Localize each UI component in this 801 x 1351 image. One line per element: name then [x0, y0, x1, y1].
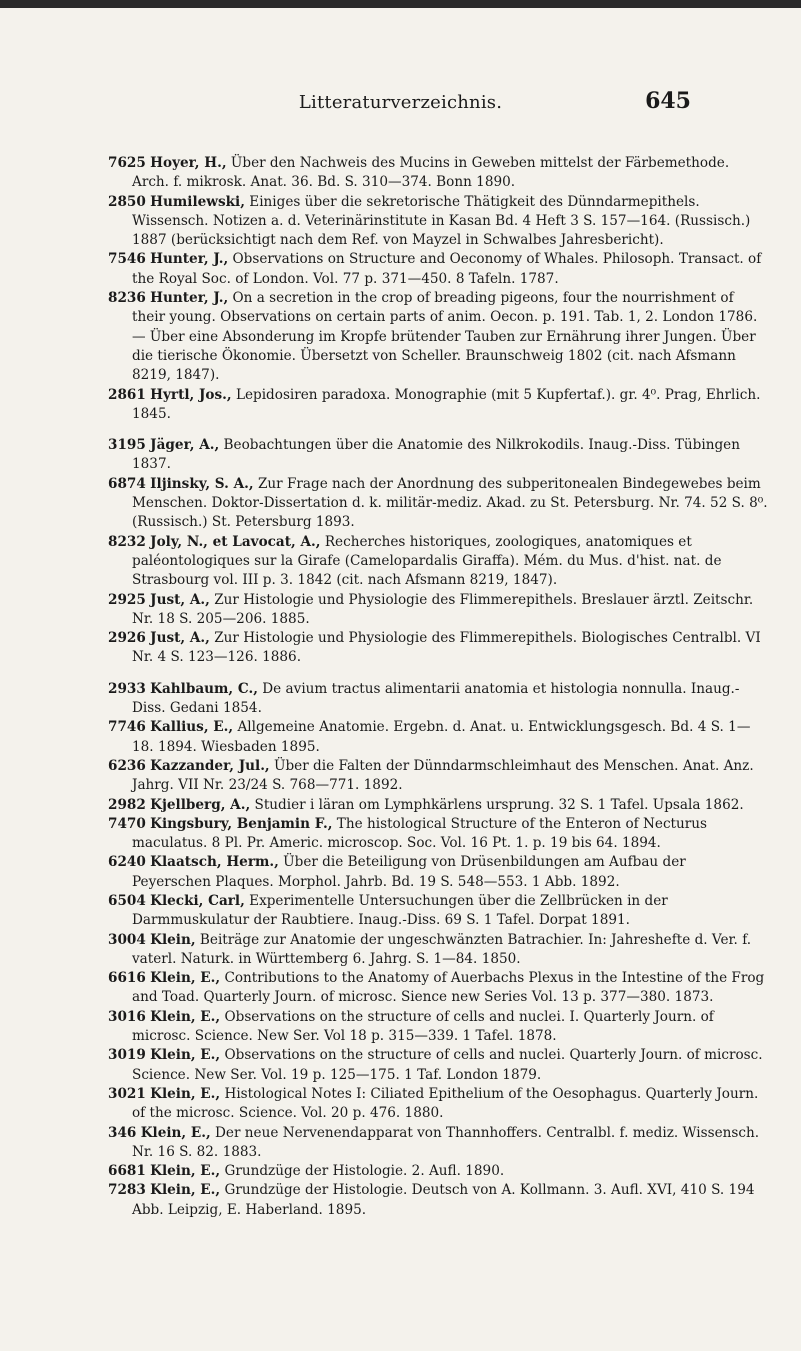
bibliography-entry	[108, 853, 768, 892]
entry-text: Allgemeine Anatomie. Ergebn. d. Anat. u. Entwicklungsgesch. Bd. 4 S. 1—18. 1894. Wiesbaden 1895.	[132, 719, 751, 755]
bibliography-list	[108, 154, 768, 1220]
entry-number: 6240	[108, 854, 146, 871]
bibliography-entry	[108, 193, 768, 251]
bibliography-entry	[108, 757, 768, 796]
bibliography-entry	[108, 796, 768, 815]
entry-number: 6236	[108, 757, 146, 774]
entry-author: Klaatsch, Herm.,	[150, 854, 279, 871]
entry-number: 2850	[108, 193, 146, 210]
entry-text: Zur Frage nach der Anordnung des subperitonealen Bindegewebes beim Menschen. Doktor-Dissertation d. k. militär-mediz. Akad. zu St. Petersburg. Nr. 74. 52 S. 8⁰. (Russisch.) St. Petersburg 1893.	[132, 475, 768, 531]
running-title: Litteraturverzeichnis.	[298, 92, 503, 113]
entry-author: Klein, E.,	[150, 970, 221, 987]
entry-author: Hunter, J.,	[150, 290, 229, 307]
page-number: 645	[645, 88, 691, 114]
entry-author: Klein, E.,	[150, 1085, 221, 1102]
entry-author: Klein, E.,	[150, 1047, 221, 1064]
entry-text: Über die Beteiligung von Drüsenbildungen am Aufbau der Peyerschen Plaques. Morphol. Jahrb. Bd. 19 S. 548—553. 1 Abb. 1892.	[132, 854, 686, 890]
entry-number: 7746	[108, 719, 146, 736]
bibliography-entry	[108, 289, 768, 385]
bibliography-entry	[108, 250, 768, 289]
entry-number: 6504	[108, 892, 146, 909]
entry-author: Kazzander, Jul.,	[150, 757, 270, 774]
entry-author: Joly, N., et Lavocat, A.,	[150, 533, 321, 550]
entry-text: Histological Notes I: Ciliated Epithelium of the Oesophagus. Quarterly Journ. of the microsc. Science. Vol. 20 p. 476. 1880.	[132, 1085, 759, 1122]
bibliography-entry	[108, 1046, 768, 1085]
entry-number: 7625	[108, 155, 146, 171]
bibliography-entry	[108, 931, 768, 970]
entry-text: Grundzüge der Histologie. Deutsch von A. Kollmann. 3. Aufl. XVI, 410 S. 194 Abb. Leipzig, E. Haberland. 1895.	[132, 1182, 755, 1218]
entry-text: Grundzüge der Histologie. 2. Aufl. 1890.	[224, 1163, 505, 1180]
bibliography-entry	[108, 436, 768, 475]
page-header	[0, 88, 801, 122]
entry-author: Jäger, A.,	[150, 437, 220, 454]
entry-author: Klein, E.,	[150, 1008, 221, 1025]
entry-author: Hunter, J.,	[150, 251, 229, 268]
entry-author: Kjellberg, A.,	[150, 796, 251, 813]
entry-number: 2861	[108, 386, 146, 403]
entry-number: 2933	[108, 680, 146, 697]
entry-author: Klein, E.,	[140, 1124, 211, 1141]
entry-author: Iljinsky, S. A.,	[150, 475, 254, 492]
entry-text: Contributions to the Anatomy of Auerbachs Plexus in the Intestine of the Frog and Toad. Quarterly Journ. of microsc. Sience new Series Vol. 13 p. 377—380. 1873.	[132, 970, 765, 1006]
entry-number: 3016	[108, 1008, 146, 1025]
bibliography-entry	[108, 1085, 768, 1124]
entry-text: Der neue Nervenendapparat von Thannhoffers. Centralbl. f. mediz. Wissensch. Nr. 16 S. 82. 1883.	[132, 1124, 760, 1160]
bibliography-entry	[108, 475, 768, 533]
entry-number: 2982	[108, 796, 146, 813]
bibliography-entry	[108, 1162, 768, 1181]
entry-number: 3195	[108, 437, 146, 454]
entry-text: Observations on Structure and Oeconomy of Whales. Philosoph. Transact. of the Royal Soc. of London. Vol. 77 p. 371—450. 8 Tafeln. 1787.	[132, 251, 762, 287]
entry-number: 3004	[108, 931, 146, 948]
entry-author: Humilewski,	[150, 193, 245, 210]
entry-number: 7546	[108, 251, 146, 268]
entry-text: Lepidosiren paradoxa. Monographie (mit 5 Kupfertaf.). gr. 4⁰. Prag, Ehrlich. 1845.	[132, 386, 761, 422]
entry-text: Observations on the structure of cells and nuclei. Quarterly Journ. of microsc. Science. New Ser. Vol. 19 p. 125—175. 1 Taf. London 1879.	[132, 1047, 763, 1083]
bibliography-entry	[108, 629, 768, 668]
entry-text: On a secretion in the crop of breading pigeons, four the nourrishment of their young. Observations on certain parts of anim. Oecon. p. 191. Tab. 1, 2. London 1786. — Über eine Absonderung im Kropfe brütender Tauben zur Ernährung ihrer Jungen. Über die tierische Ökonomie. Übersetzt von Scheller. Braunschweig 1802 (cit. nach Afsmann 8219, 1847).	[132, 290, 758, 384]
entry-number: 6874	[108, 475, 146, 492]
entry-author: Klein, E.,	[150, 1182, 221, 1199]
entry-text: Studier i läran om Lymphkärlens ursprung. 32 S. 1 Tafel. Upsala 1862.	[254, 796, 744, 813]
bibliography-entry	[108, 1181, 768, 1220]
bibliography-entry	[108, 680, 768, 719]
bibliography-entry	[108, 154, 768, 193]
entry-text: Über die Falten der Dünndarmschleimhaut des Menschen. Anat. Anz. Jahrg. VII Nr. 23/24 S. 768—771. 1892.	[132, 757, 754, 794]
entry-text: Experimentelle Untersuchungen über die Zellbrücken in der Darmmuskulatur der Raubtiere. Inaug.-Diss. 69 S. 1 Tafel. Dorpat 1891.	[132, 892, 668, 929]
entry-text: Recherches historiques, zoologiques, anatomiques et paléontologiques sur la Girafe (Camelopardalis Giraffa). Mém. du Mus. d'hist. nat. de Strasbourg vol. III p. 3. 1842 (cit. nach Afsmann 8219, 1847).	[132, 533, 722, 589]
entry-text: Zur Histologie und Physiologie des Flimmerepithels. Breslauer ärztl. Zeitschr. Nr. 18 S. 205—206. 1885.	[132, 591, 754, 627]
bibliography-entry	[108, 1124, 768, 1163]
bibliography-entry	[108, 591, 768, 630]
entry-author: Kallius, E.,	[150, 719, 234, 736]
entry-text: Beiträge zur Anatomie der ungeschwänzten Batrachier. In: Jahreshefte d. Ver. f. vaterl. Naturk. in Württemberg 6. Jahrg. S. 1—84. 1850.	[132, 931, 752, 967]
entry-author: Just, A.,	[150, 591, 210, 608]
bibliography-entry	[108, 386, 768, 425]
entry-number: 346	[108, 1124, 137, 1141]
bibliography-entry	[108, 815, 768, 854]
bibliography-entry	[108, 969, 768, 1008]
entry-number: 2926	[108, 630, 146, 647]
entry-author: Hoyer, H.,	[150, 155, 227, 171]
entry-text: Zur Histologie und Physiologie des Flimmerepithels. Biologisches Centralbl. VI Nr. 4 S. 123—126. 1886.	[132, 630, 761, 666]
bibliography-entry	[108, 533, 768, 591]
entry-text: De avium tractus alimentarii anatomia et histologia nonnulla. Inaug.-Diss. Gedani 1854.	[132, 680, 740, 717]
entry-number: 3019	[108, 1047, 146, 1064]
entry-number: 8232	[108, 533, 146, 550]
bibliography-entry	[108, 718, 768, 757]
page-top-edge	[0, 0, 801, 8]
entry-author: Klein, E.,	[150, 1163, 221, 1180]
entry-author: Just, A.,	[150, 630, 210, 647]
entry-author: Kahlbaum, C.,	[150, 680, 258, 697]
entry-number: 7470	[108, 815, 146, 832]
entry-text: The histological Structure of the Enteron of Necturus maculatus. 8 Pl. Pr. Americ. microscop. Soc. Vol. 16 Pt. 1. p. 19 bis 64. 1894.	[132, 815, 708, 852]
entry-author: Kingsbury, Benjamin F.,	[150, 815, 333, 832]
entry-number: 2925	[108, 591, 146, 608]
entry-text: Observations on the structure of cells and nuclei. I. Quarterly Journ. of microsc. Science. New Ser. Vol 18 p. 315—339. 1 Tafel. 1878.	[132, 1008, 714, 1045]
entry-number: 6616	[108, 970, 146, 987]
entry-text: Über den Nachweis des Mucins in Geweben mittelst der Färbemethode. Arch. f. mikrosk. Anat. 36. Bd. S. 310—374. Bonn 1890.	[132, 155, 730, 191]
entry-text: Beobachtungen über die Anatomie des Nilkrokodils. Inaug.-Diss. Tübingen 1837.	[132, 437, 740, 473]
bibliography-entry	[108, 1008, 768, 1047]
entry-text: Einiges über die sekretorische Thätigkeit des Dünndarmepithels. Wissensch. Notizen a. d. Veterinärinstitute in Kasan Bd. 4 Heft 3 S. 157—164. (Russisch.) 1887 (berücksichtigt nach dem Ref. von Mayzel in Schwalbes Jahresbericht).	[132, 193, 751, 249]
entry-author: Hyrtl, Jos.,	[150, 386, 232, 403]
bibliography-entry	[108, 892, 768, 931]
entry-number: 8236	[108, 290, 146, 307]
entry-author: Klein,	[150, 931, 196, 948]
entry-author: Klecki, Carl,	[150, 892, 245, 909]
entry-number: 3021	[108, 1085, 146, 1102]
entry-number: 7283	[108, 1182, 146, 1199]
entry-number: 6681	[108, 1163, 146, 1180]
